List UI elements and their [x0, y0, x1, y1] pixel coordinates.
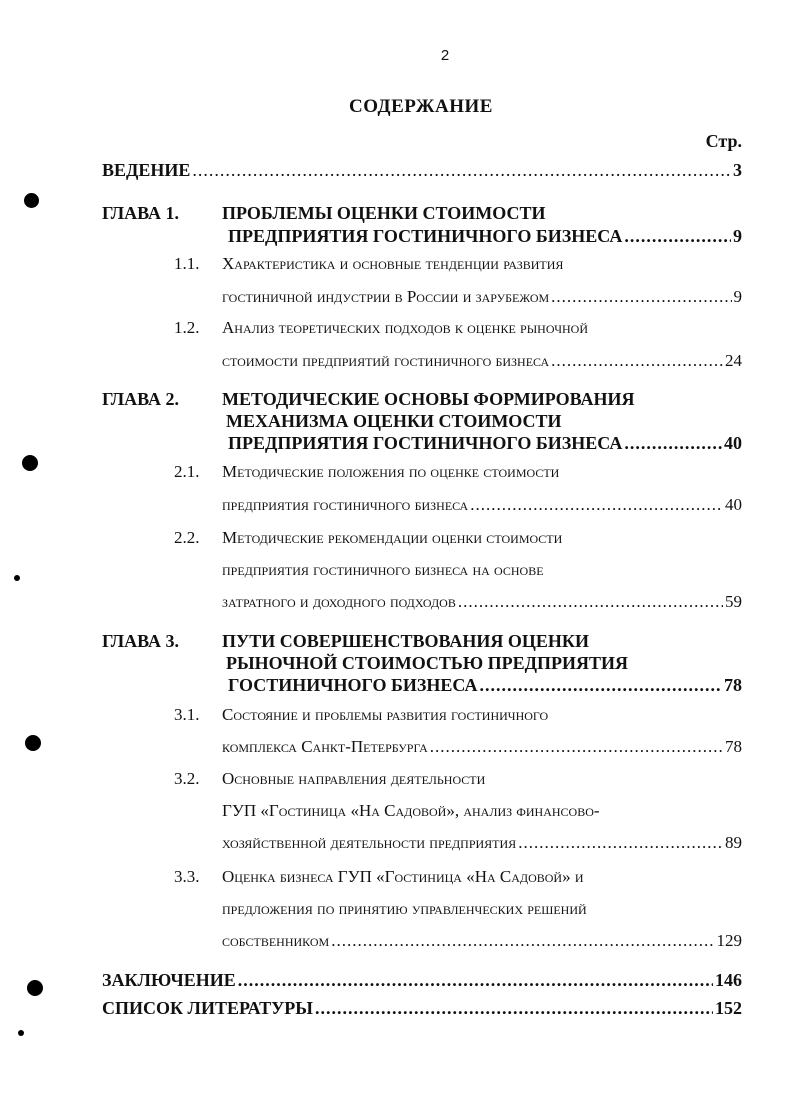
section-1-2-line[interactable]: Анализ теоретических подходов к оценке рыночной: [222, 318, 589, 337]
section-1-2-number: 1.2.: [174, 318, 200, 337]
chapter-2-title-line[interactable]: МЕТОДИЧЕСКИЕ ОСНОВЫ ФОРМИРОВАНИЯ: [222, 389, 635, 409]
binding-hole-mark: [14, 575, 20, 581]
entry-page: 89: [725, 833, 742, 852]
entry-label: ВЕДЕНИЕ: [102, 160, 191, 180]
binding-hole-mark: [22, 455, 38, 471]
section-3-3-last[interactable]: собственником ..... 129: [222, 931, 742, 951]
page-number: 2: [440, 47, 450, 64]
section-3-3-line[interactable]: предложения по принятию управленческих решений: [222, 899, 587, 918]
toc-title: СОДЕРЖАНИЕ: [349, 96, 493, 117]
section-1-1-number: 1.1.: [174, 254, 200, 273]
entry-page: 3: [733, 160, 742, 180]
section-2-1-number: 2.1.: [174, 462, 200, 481]
entry-page: 24: [725, 351, 742, 370]
section-3-3-line[interactable]: Оценка бизнеса ГУП «Гостиница «На Садовой» и: [222, 867, 584, 886]
entry-page: 152: [715, 998, 742, 1018]
section-1-1-last[interactable]: гостиничной индустрии в России и зарубежом ..... 9: [222, 287, 742, 307]
chapter-1-label: ГЛАВА 1.: [102, 203, 180, 223]
chapter-2-title-last[interactable]: ПРЕДПРИЯТИЯ ГОСТИНИЧНОГО БИЗНЕСА ..... 40: [228, 433, 742, 454]
binding-hole-mark: [27, 980, 43, 996]
chapter-3-title-last[interactable]: ГОСТИНИЧНОГО БИЗНЕСА ..... 78: [228, 675, 742, 696]
binding-hole-mark: [25, 735, 41, 751]
chapter-1-title-last[interactable]: ПРЕДПРИЯТИЯ ГОСТИНИЧНОГО БИЗНЕСА ..... 9: [228, 226, 742, 247]
section-2-1-last[interactable]: предприятия гостиничного бизнеса ..... 40: [222, 495, 742, 515]
binding-hole-mark: [24, 193, 39, 208]
toc-entry-references[interactable]: [102, 998, 742, 1019]
toc-entry-intro[interactable]: [102, 160, 742, 181]
entry-page: 146: [715, 970, 742, 990]
section-3-2-number: 3.2.: [174, 769, 200, 788]
section-3-2-line[interactable]: ГУП «Гостиница «На Садовой», анализ финансово-: [222, 801, 600, 820]
entry-page: 78: [725, 737, 742, 756]
section-1-1-line[interactable]: Характеристика и основные тенденции развития: [222, 254, 564, 273]
chapter-1-title-line[interactable]: ПРОБЛЕМЫ ОЦЕНКИ СТОИМОСТИ: [222, 203, 546, 223]
section-2-2-last[interactable]: затратного и доходного подходов ..... 59: [222, 592, 742, 612]
section-3-1-number: 3.1.: [174, 705, 200, 724]
entry-label: СПИСОК ЛИТЕРАТУРЫ: [102, 998, 313, 1018]
section-1-2-last[interactable]: стоимости предприятий гостиничного бизнеса ..... 24: [222, 351, 742, 371]
entry-page: 59: [725, 592, 742, 611]
entry-page: 40: [725, 495, 742, 514]
entry-page: 129: [716, 931, 742, 950]
chapter-3-title-line[interactable]: РЫНОЧНОЙ СТОИМОСТЬЮ ПРЕДПРИЯТИЯ: [226, 653, 628, 673]
section-2-2-number: 2.2.: [174, 528, 200, 547]
section-3-1-line[interactable]: Состояние и проблемы развития гостиничного: [222, 705, 549, 724]
chapter-3-label: ГЛАВА 3.: [102, 631, 180, 651]
section-2-2-line[interactable]: Методические рекомендации оценки стоимости: [222, 528, 563, 547]
section-3-2-last[interactable]: хозяйственной деятельности предприятия ..... 89: [222, 833, 742, 853]
binding-hole-mark: [18, 1030, 24, 1036]
chapter-2-title-line[interactable]: МЕХАНИЗМА ОЦЕНКИ СТОИМОСТИ: [226, 411, 562, 431]
chapter-2-label: ГЛАВА 2.: [102, 389, 180, 409]
section-3-1-last[interactable]: комплекса Санкт-Петербурга ..... 78: [222, 737, 742, 757]
section-2-1-line[interactable]: Методические положения по оценке стоимости: [222, 462, 560, 481]
entry-page: 9: [733, 226, 742, 246]
section-2-2-line[interactable]: предприятия гостиничного бизнеса на основе: [222, 560, 544, 579]
chapter-3-title-line[interactable]: ПУТИ СОВЕРШЕНСТВОВАНИЯ ОЦЕНКИ: [222, 631, 589, 651]
section-3-3-number: 3.3.: [174, 867, 200, 886]
entry-page: 40: [724, 433, 742, 453]
section-3-2-line[interactable]: Основные направления деятельности: [222, 769, 486, 788]
entry-label: ЗАКЛЮЧЕНИЕ: [102, 970, 236, 990]
page-column-label: Стр.: [705, 131, 742, 151]
entry-page: 78: [724, 675, 742, 695]
toc-entry-conclusion[interactable]: [102, 970, 742, 991]
entry-page: 9: [733, 287, 742, 306]
